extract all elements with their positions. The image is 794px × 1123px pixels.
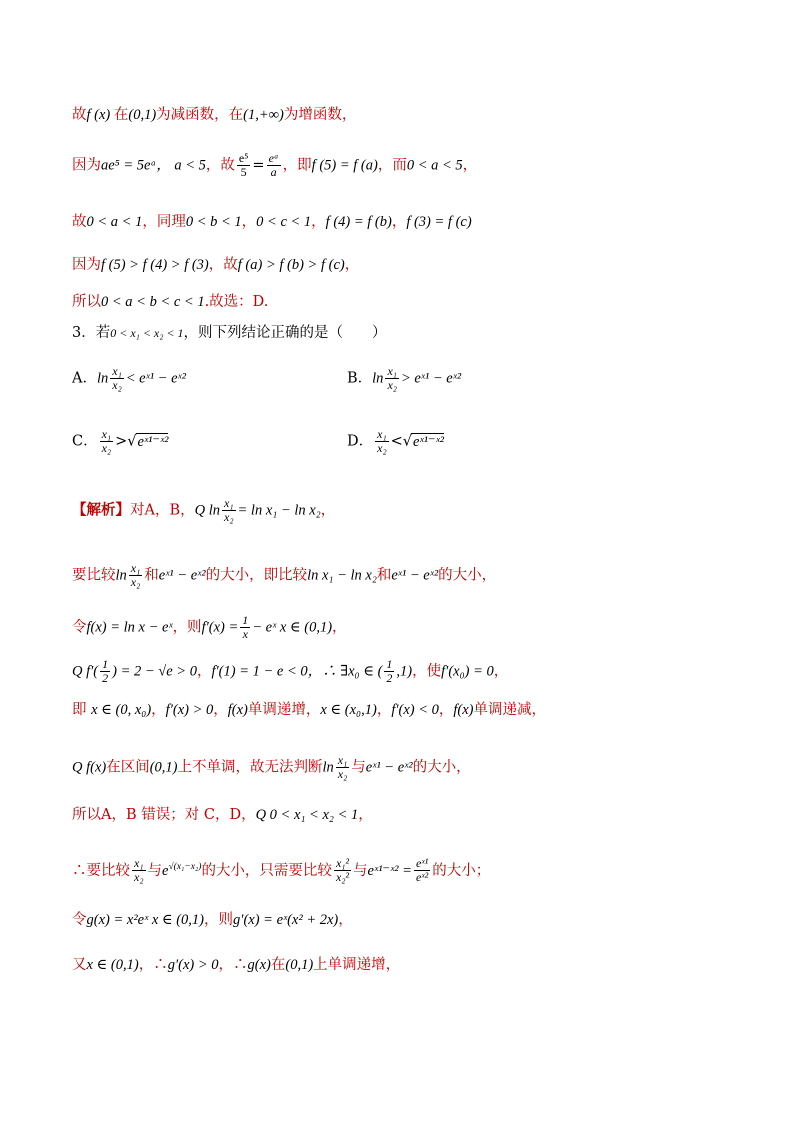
solution-line-4	[72, 658, 508, 685]
text: 和	[144, 567, 159, 584]
math: Q ln	[194, 502, 221, 519]
math: ln x₁ − ln x₂	[307, 567, 377, 584]
text: ，	[338, 912, 353, 928]
text: ，∴	[138, 957, 168, 973]
math: > eˣ¹ − eˣ²	[400, 370, 462, 387]
text: ，即	[282, 157, 312, 174]
text: 所以A，B 错误；对 C，D，	[72, 807, 256, 823]
math: ln	[322, 759, 334, 776]
text: ，	[151, 702, 166, 718]
fraction: $\frac{1}{2}$	[386, 657, 393, 685]
fraction: $\frac{\text{x₁}}{\text{x₂}}$	[130, 561, 141, 589]
solution-tag: 【解析】	[72, 501, 130, 519]
math: ae⁵ = 5eᵃ， a < 5	[101, 157, 206, 174]
text: ，同理	[142, 214, 186, 230]
question-stem	[72, 323, 387, 343]
math: eˣ¹ − eˣ²	[365, 759, 413, 776]
text: 上不单调，故无法判断	[177, 759, 323, 776]
solution-line-10	[72, 955, 400, 975]
text: ，	[320, 502, 336, 519]
text: 对A，B，	[130, 502, 195, 519]
fraction: $\frac{1}{2}$	[102, 657, 109, 685]
text: 令	[72, 619, 87, 636]
math: ln	[96, 370, 109, 387]
text: 故	[72, 214, 87, 230]
text: ，则	[204, 912, 234, 928]
math: eˣ¹ − eˣ²	[391, 567, 439, 584]
text: ，	[311, 214, 326, 230]
math: g(x)	[247, 957, 271, 973]
math: (0,1)	[285, 957, 314, 973]
solution-line-8	[72, 857, 490, 884]
text: 所以	[72, 294, 101, 310]
math: f′(1) = 1 − e < 0	[211, 663, 308, 680]
text: 又	[72, 957, 87, 973]
math: f (4) = f (b)	[325, 214, 392, 230]
text: .故选：D.	[204, 294, 269, 310]
math: g(x) = x²eˣ x ∈ (0,1)	[86, 912, 205, 928]
math: g′(x) > 0	[167, 957, 219, 973]
text: ，	[438, 702, 454, 718]
fraction: $\frac{\text{x₁}}{\text{x₂}}$	[337, 753, 348, 781]
fraction: $\frac{\text{x₁}}{\text{x₂}}$	[224, 496, 234, 524]
text: 3．若	[72, 325, 111, 341]
fraction: $\frac{\text{x₁}}{\text{x₂}}$	[112, 364, 122, 392]
math: >	[115, 433, 128, 450]
text: 的大小，	[438, 567, 497, 584]
text-line-2	[72, 152, 477, 179]
text: 与	[353, 862, 368, 879]
option-label: B．	[347, 370, 373, 387]
text: 为减函数，在	[156, 107, 244, 123]
text: 上单调递增，	[313, 957, 401, 973]
text: 因为	[72, 257, 101, 273]
text: ，故	[208, 257, 238, 273]
option-c	[72, 428, 168, 455]
fraction: $\frac{\text{x₁}}{\text{x₂}}$	[387, 364, 397, 392]
fraction: $\frac{\text{x₁²}}{\text{x₂²}}$	[335, 856, 350, 885]
math: (0,1)	[128, 107, 157, 123]
text: 在	[113, 107, 129, 123]
fraction: $\frac{\text{eˣ¹}}{\text{eˣ²}}$	[415, 856, 429, 885]
text: ，	[462, 157, 478, 174]
math: 0 < b < 1	[185, 214, 242, 230]
text: ，则下列结论正确的是（ ）	[183, 325, 387, 341]
math: <	[390, 433, 403, 450]
text: ，	[344, 257, 360, 273]
math: √(x₁−x₂)	[168, 862, 202, 872]
text-line-4	[72, 255, 359, 275]
math: (1,+∞)	[243, 107, 284, 123]
math: f′(x) > 0	[165, 702, 214, 718]
solution-line-5	[72, 700, 546, 720]
math: e	[162, 862, 169, 879]
math: 0 < a < 5	[406, 157, 463, 174]
math: f (a) > f (b) > f (c)	[237, 257, 345, 273]
text-line-3	[72, 212, 472, 232]
text-line-1	[72, 105, 356, 125]
text: ，	[391, 214, 407, 230]
fraction: $\frac{\text{e⁵}}{5}$	[238, 151, 249, 179]
math: eˣ¹⁻ˣ²	[137, 433, 169, 450]
option-d	[347, 428, 444, 455]
solution-line-6	[72, 754, 471, 781]
math: 0 < a < b < c < 1	[101, 294, 205, 310]
math: f(x)	[227, 702, 248, 718]
math: f′(x₀) = 0	[441, 663, 494, 680]
math: ，∴ ∃x₀ ∈ (	[307, 663, 383, 680]
math: − eˣ x ∈ (0,1)	[252, 619, 333, 636]
solution-line-3	[72, 614, 347, 641]
text-line-5	[72, 292, 268, 312]
option-a	[72, 365, 186, 392]
solution-line-9	[72, 910, 353, 930]
fraction: $\frac{1}{x}$	[242, 613, 249, 641]
text: 的大小；	[432, 862, 491, 879]
sqrt-symbol: √	[127, 433, 137, 450]
math: f (x)	[86, 107, 114, 123]
math: Q f′(	[72, 663, 99, 680]
text: 令	[72, 912, 87, 928]
text: ，则	[172, 619, 202, 636]
math: eˣ¹ − eˣ²	[158, 567, 206, 584]
text: 单调递增，	[247, 702, 321, 718]
text: ，	[213, 702, 228, 718]
math: 0 < x₁ < x₂ < 1	[110, 326, 184, 340]
math: = ln x₁ − ln x₂	[237, 502, 321, 519]
math: x ∈ (0,1)	[86, 957, 139, 973]
fraction: $\frac{\text{x₁}}{\text{x₂}}$	[101, 427, 112, 455]
text: 在	[270, 957, 286, 973]
solution-line-2	[72, 562, 496, 589]
option-label: A．	[72, 370, 97, 387]
text: ，	[493, 663, 509, 680]
solution-line-1	[72, 497, 335, 524]
math: g′(x) = eˣ(x² + 2x)	[233, 912, 339, 928]
math: x ∈ (0, x₀)	[91, 702, 152, 718]
math: f (5) > f (4) > f (3)	[101, 257, 209, 273]
math: < eˣ¹ − eˣ²	[125, 370, 186, 387]
math: eˣ¹⁻ˣ² =	[367, 862, 412, 879]
math: =	[252, 157, 265, 174]
math: ) = 2 − √e > 0	[112, 663, 197, 680]
text: 要比较	[72, 567, 116, 584]
text: ，使	[412, 663, 442, 680]
math: f (3) = f (c)	[406, 214, 472, 230]
text: 的大小，	[412, 759, 471, 776]
text: 因为	[72, 157, 101, 174]
text: 的大小，即比较	[205, 567, 308, 584]
text: 即	[72, 702, 87, 718]
solution-line-7	[72, 805, 373, 825]
math: f (5) = f (a)	[311, 157, 378, 174]
text: ，	[241, 214, 257, 230]
text: ，∴	[218, 957, 248, 973]
text: ，而	[377, 157, 407, 174]
text: 在区间	[106, 759, 150, 776]
text: ∴要比较	[72, 862, 130, 879]
math: 0 < c < 1	[256, 214, 312, 230]
math: ln	[372, 370, 384, 387]
sqrt-symbol: √	[402, 433, 413, 450]
math: f′(x) =	[201, 619, 239, 636]
option-label: D．	[347, 433, 374, 450]
math: 0 < a < 1	[86, 214, 143, 230]
math: ,1)	[396, 663, 413, 680]
math: f′(x) < 0	[391, 702, 439, 718]
text: ，故	[205, 157, 235, 174]
math: Q f(x)	[72, 759, 107, 776]
fraction: $\frac{\text{eᵃ}}{a}$	[268, 151, 279, 179]
math: (0,1)	[149, 759, 178, 776]
math: eˣ¹⁻ˣ²	[413, 433, 445, 450]
math: x ∈ (x₀,1)	[320, 702, 377, 718]
text: 单调递减，	[473, 702, 547, 718]
math: f(x) = ln x − eˣ	[86, 619, 173, 636]
option-label: C．	[72, 433, 98, 450]
text: 的大小，只需要比较	[201, 862, 332, 879]
math: ln	[115, 567, 127, 584]
text: 与	[351, 759, 366, 776]
text: ，	[196, 663, 212, 680]
option-b	[347, 365, 461, 392]
text: ，	[332, 619, 347, 636]
text: 故	[72, 107, 87, 123]
text: 为增函数，	[283, 107, 357, 123]
fraction: $\frac{\text{x₁}}{\text{x₂}}$	[134, 856, 144, 885]
text: ，	[358, 807, 373, 823]
text: ，	[376, 702, 392, 718]
math: Q 0 < x₁ < x₂ < 1	[255, 807, 359, 823]
math: f(x)	[453, 702, 474, 718]
fraction: $\frac{\text{x₁}}{\text{x₂}}$	[377, 427, 387, 455]
text: 和	[376, 567, 392, 584]
text: 与	[147, 862, 162, 879]
